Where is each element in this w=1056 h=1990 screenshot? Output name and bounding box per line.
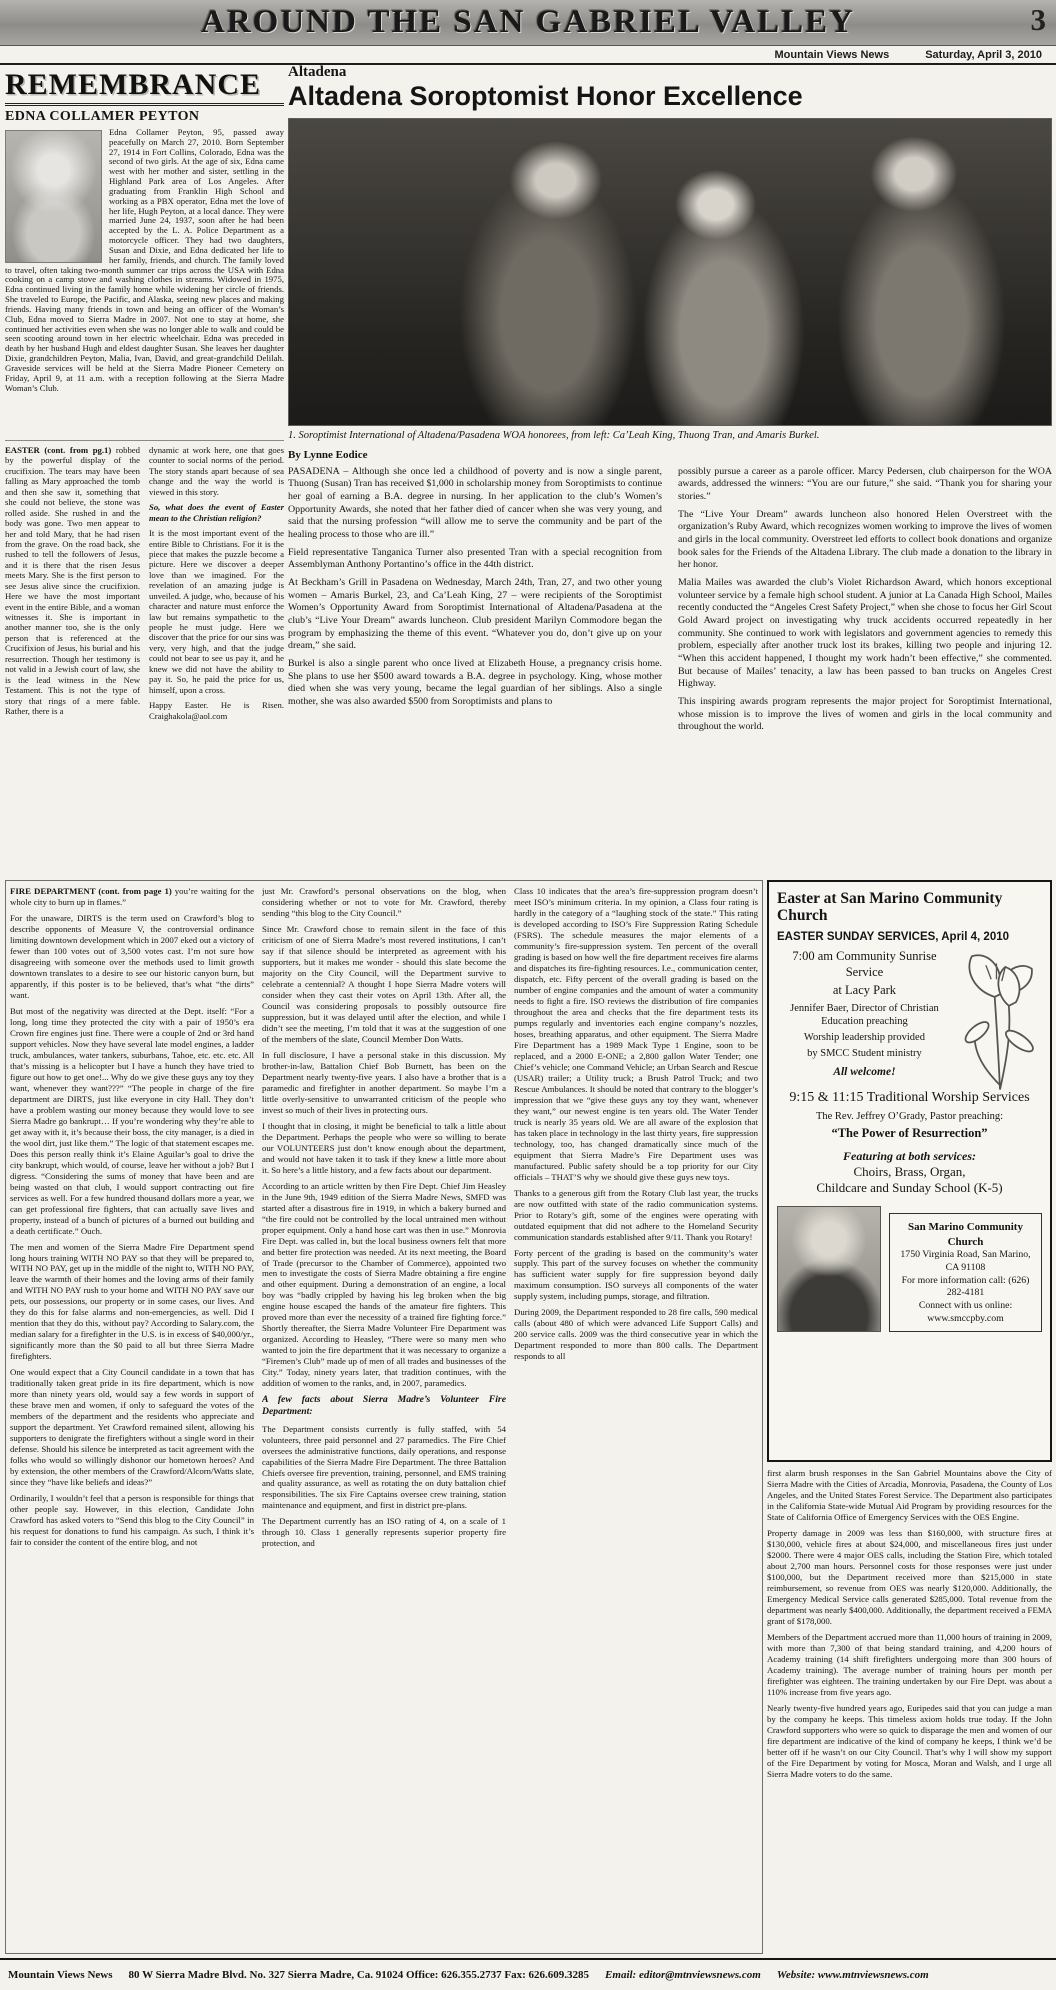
featuring-line: Featuring at both services: [842, 1148, 976, 1163]
fire-column-4 [767, 1468, 1052, 1954]
fire-column-2-bottom [262, 1424, 506, 1550]
photo-caption: 1. Soroptimist International of Altadena/Pasadena WOA honorees, from left: Ca’Leah King, Thuong Tran, and Amaris Burkel. [288, 430, 820, 441]
paragraph: PASADENA – Although she once led a childhood of poverty and is now a single parent, Thuong (Susan) Tran has received $1,000 in scholarship money from Soroptimists to continue her goal of earning a B.A. degree in nursing. In her application to the club’s Women’s Opportunity Awards, she noted that her father died of cancer when she was very young, and said that the nursing profession “will allow me to serve the community and be part of the healing process to those who are ill.” [288, 465, 662, 540]
byline: By Lynne Eodice [288, 448, 368, 461]
easter-closing: Happy Easter. He is Risen. Craighakola@aol.com [149, 700, 284, 721]
pastor-row [777, 1206, 1042, 1332]
church-line: 7:00 am Community Sunrise Service [792, 949, 937, 979]
paragraph: Since Mr. Crawford chose to remain silent in the face of this criticism of one of Sierra Madre’s most revered institutions, I can’t say if that silence should be interpreted as agreement with his supporters, but it makes me wonder - should this slate become the majority on the City Council, will the Department survive to celebrate a centennial? A thought I hope Sierra Madre voters will consider when they cast their votes on April 13th. After all, the Council was considering proposals to possibly outsource fire suppression, but it was delayed until after the election, and while I didn’t see the meeting, I’m told that it was at the suggestion of one of the members of the slate, Council Member Don Watts. [262, 923, 506, 1044]
page-banner [0, 0, 1056, 46]
paragraph: Malia Mailes was awarded the club’s Violet Richardson Award, which honors exceptional volunteer service by a female high school student. A junior at La Canada High School, Mailes recently conducted the “Angeles Crest Safety Project,” when she chose to focus her Girl Scout Gold Award project on investigating why truck accidents occurred repeatedly in her community. She continued to work with legislators and government agencies to remedy this problem, especially after another truck lost its brakes, killing two people and injuring 12. “When this accident happened, I thought my work hadn’t been effective,” she commented. But because of Mailes’ tenacity, a law has been passed to ban trucks on Angeles Crest Highway. [678, 576, 1052, 690]
footer-address: 80 W Sierra Madre Blvd. No. 327 Sierra Madre, Ca. 91024 Office: 626.355.2737 Fax: 626.609.3285 [128, 1969, 590, 1981]
masthead-row [0, 46, 1056, 65]
paragraph: dynamic at work here, one that goes counter to social norms of the period. The story stands apart because of sea change and the way the world is viewed in this story. [149, 445, 284, 497]
soroptimist-column-1 [288, 466, 662, 739]
remembrance-headline: REMEMBRANCE [5, 68, 284, 106]
church-welcome-line: All welcome! [833, 1066, 896, 1079]
footer-email: Email: editor@mtnviewsnews.com [605, 1969, 761, 1981]
church-line: by SMCC Student ministry [807, 1048, 922, 1060]
fire-facts-subhead: A few facts about Sierra Madre’s Volunteer Fire Department: [262, 1394, 506, 1418]
easter-lead-in: EASTER (cont. from pg.1) [5, 445, 112, 455]
soroptimist-headline: Altadena Soroptomist Honor Excellence [288, 81, 803, 111]
church-line: Worship leadership provided [803, 1032, 925, 1044]
masthead-name: Mountain Views News [774, 48, 890, 61]
fire-column-1 [10, 886, 254, 1948]
church-line: at Lacy Park [832, 983, 897, 998]
church-name: San Marino Community Church [908, 1221, 1023, 1248]
church-address: 1750 Virginia Road, San Marino, CA 91108 [900, 1249, 1031, 1273]
remembrance-subhead: EDNA COLLAMER PEYTON [5, 109, 200, 124]
paragraph: At Beckham’s Grill in Pasadena on Wednesday, March 24th, Tran, 27, and two other young women – Amaris Burkel, 23, and Ca’Leah King, 27 – were recipients of the Soroptimist Women’s Opportunity Award from Soroptimist International of Altadena/Pasadena at the club’s “Live Your Dream” awards luncheon. Club president Marilyn Commodore began the program by emphasizing the theme of this event. “Whatever you do, don’t give up on your dream,” she said. [288, 576, 662, 652]
paragraph: The men and women of the Sierra Madre Fire Department spend long hours training WITH NO PAY so that they will be prepared to, WITH NO PAY, get up in the middle of the night to, WITH NO PAY, leave the warmth of their homes and the loving arms of their family and WITH NO PAY rush to your home and WITH NO PAY save our pets, our possessions, our property or in some cases, our lives. And they do this for false alarms and non-emergencies, as well. Did I mention that they do this, without pay? According to Salary.com, the median salary for a firefighter in the U.S. is in excess of $40,000/yr., significantly more than the $0 paid to all but three Sierra Madre firefighters. [10, 1241, 254, 1362]
paragraph: first alarm brush responses in the San Gabriel Mountains above the City of Sierra Madre with the Cities of Arcadia, Monrovia, Pasadena, the County of Los Angeles, and the United States Forest Service. The Department also participates in the California State-wide Mutual Aid Program by providing resources for the State of California Office of Emergency Services with the OES Engine. [767, 1468, 1052, 1522]
fire-column-3 [514, 886, 758, 1948]
remembrance-body [5, 128, 284, 393]
lily-flower-illustration [954, 944, 1046, 1094]
paragraph: One would expect that a City Council candidate in a town that has traditionally taken great pride in its fire department, which is now more than ninety years old, would say a few words in support of these brave men and women, if only to safeguard the votes of the members of the department and the residents who appreciate and support the department. Yet Crawford remained silent, allowing his supporters to denigrate the firefighters without a single word in their defense. Should his silence be interpreted as tacit agreement with the folks who would so willingly dishonor our hometown heroes? And by extension, the other members of the Crawford/Alcorn/Watts slate, since they “have like beliefs and ideas?” [10, 1367, 254, 1488]
traditional-services-line: 9:15 & 11:15 Traditional Worship Services [789, 1089, 1030, 1105]
sermon-title: “The Power of Resurrection” [831, 1125, 988, 1140]
paragraph: For the unaware, DIRTS is the term used on Crawford’s blog to describe opponents of Measure V, the controversial ordinance limiting downtown development which in 2007 eked out a victory of fewer than 100 votes out of 3,500 votes cast. I’m not sure how disagreeing with someone over the methods used to limit growth downtown translates to a desire to see our historic canyon burn, but apparently, if this poster is to be believed, that’s what “the dirts” want. [10, 912, 254, 1000]
paragraph: Forty percent of the grading is based on the community’s water supply. This part of the survey focuses on whether the community has sufficient water supply for fire suppression beyond daily maximum consumption. ISO surveys all components of the water supply system, including pumps, storage, and filtration. [514, 1247, 758, 1302]
paragraph: The Department consists currently is fully staffed, with 54 volunteers, three paid personnel and 27 paramedics. The Fire Chief oversees the administrative functions, daily operations, and response capabilities of the Sierra Madre Fire Department. The three Battalion Chiefs oversee fire prevention, training, personnel, and EMS training and quality assurance, as well as rotating the on duty battalion chief responsibilities. The six Fire Captains oversee crew training, station maintenance and equipment, and first in district pre-plans. [262, 1423, 506, 1511]
paragraph: Nearly twenty-five hundred years ago, Euripedes said that you can judge a man by the company he keeps. This timeless axiom holds true today. If the John Crawford supporters who were so quick to disparage the men and women of our fire department are indicative of the kind of company he keeps, I think we’d be better off if he wasn’t on our City Council. That’s why I will show my support of the Fire Department by voting for Mosca, Moran and Walsh, and I urge all Sierra Madre voters to do the same. [767, 1702, 1052, 1779]
featuring-detail-line: Choirs, Brass, Organ, [853, 1163, 966, 1179]
soroptimist-article [288, 64, 1052, 874]
paragraph: Thanks to a generous gift from the Rotary Club last year, the trucks are now outfitted with state of the radio communication systems. Prior to Rotary’s gift, some of the engines were operating with outdated equipment that did not adhere to the Homeland Security communication standards established after 9/11. Thank you Rotary! [514, 1187, 758, 1242]
fire-first-paragraph: you’re waiting for the whole city to burn up in flames.” [10, 886, 254, 907]
church-website: Connect with us online: www.smccpby.com [918, 1300, 1013, 1324]
paragraph: According to an article written by then Fire Dept. Chief Jim Heasley in the June 9th, 1949 edition of the Sierra Madre News, SMFD was started after a disastrous fire in 1919, in which a bakery burned and “the fire could not be controlled by the local untrained men without proper equipment. Only a hand hose cart was then in use.” Monrovia Fire Dept. was called in, but the local business owners felt that more and better fire protection was needed. At its next meeting, the Board of Trade (precursor to the Chamber of Commerce), appointed two men to investigate the costs of Sierra Madre obtaining a fire engine and other equipment. During a demonstration of an engine, a local boy was “badly crippled by having his leg broken when the big engine house escaped the hands of the amateur fire fighters. This proved more than ever the necessity of a trained fire fighting force.” Shortly thereafter, the Sierra Madre Volunteer Fire Department was organized. According to Heasley, “There were so many men who wanted to join the fire department that it was necessary to organize a “Firemen’s Club” made up of men of all trades and businesses of the City.” Today, ninety years later, that tradition continues, with the addition of women to the ranks, and, in 2007, paramedics. [262, 1180, 506, 1389]
remembrance-article [5, 68, 284, 436]
section-kicker: Altadena [288, 64, 347, 80]
remembrance-body-text: Edna Collamer Peyton, 95, passed away peacefully on March 27, 2010. Born September 27, 1914 in Fort Collins, Colorado, Edna was the second of two girls. At the age of six, Edna came west with her mother and sister, settling in the Highland Park area of Los Angeles. After graduating from Franklin High School and working as a PBX operator, Edna met the love of her life, Hugh Peyton, at a local dance. They were married June 24, 1937, soon after he had been accepted by the L. A. Police Department as a motorcycle officer. They had two daughters, Susan and Dixie, and Edna dedicated her life to her family, friends, and church. The family loved to travel, often taking two-month summer car trips across the USA with Edna cooking on a camp stove and washing clothes in streams. Widowed in 1975, Edna continued living in the family home while widening her circle of friends. She traveled to Europe, the Pacific, and Alaska, seeing new places and making friends. Having many friends in town and being an officer of the Woman’s Club, Edna moved to Sierra Madre in 2007. Not one to stay at home, she continued her activities even when she was no longer able to walk and could be seen scooting around town in her electric wheelchair. Edna was preceded in death by her husband Hugh and eldest daughter Susan. She leaves her daughter Dixie, grandchildren Peyton, Malia, Ivan, David, and great-grandchild Delilah. Graveside services will be held at the Sierra Madre Pioneer Cemetery on Friday, April 9, at 11 a.m. with a reception following at the Sierra Madre Woman’s Club. [5, 127, 284, 393]
pastor-photo [777, 1206, 881, 1332]
article-columns [288, 466, 1052, 739]
church-services-line: EASTER SUNDAY SERVICES, April 4, 2010 [777, 931, 1010, 944]
church-phone: For more information call: (626) 282-4181 [901, 1274, 1030, 1299]
paragraph: The Department currently has an ISO rating of 4, on a scale of 1 through 10. Class 1 generally represents superior property fire protection, and [262, 1516, 506, 1549]
page-number: 3 [1030, 2, 1046, 37]
masthead-date: Saturday, April 3, 2010 [925, 48, 1042, 61]
fire-department-article [5, 880, 763, 1954]
banner-title: AROUND THE SAN GABRIEL VALLEY [201, 4, 855, 40]
church-ad-body [777, 949, 952, 1080]
page-footer [0, 1958, 1056, 1990]
paragraph: possibly pursue a career as a parole officer. Marcy Pedersen, club chairperson for the WOA awards, addressed the winners: “You are our future,” she said. “Thank you for sharing your stories.” [678, 465, 1052, 502]
paragraph: It is the most important event of the entire Bible to Christians. For it is the piece that makes the puzzle become a picture. Here we discover a deeper love than we imagined. For the revelation of an amazing judge is unveiled. A judge, who, because of his character and nature must enforce the law but remains sympathetic to the people he must judge. Here we discover that the price for our sins was very, very high, and that the judge could not bear to see us pay it, and he knew we did not have the ability to pay it. So, he paid the price for us, himself, upon a cross. [149, 528, 284, 695]
paragraph: Members of the Department accrued more than 11,000 hours of training in 2009, with more than 7,300 of that being standard training, and 4,200 hours of Academy training (14 shift firefighters undergoing more than 300 hours of Academy training). The average number of training hours per month per firefighter was eighteen. The training undertaken by our Fire Dept. was about a 110% increase from five years ago. [767, 1631, 1052, 1697]
edna-peyton-photo [5, 130, 102, 263]
soroptimist-honorees-photo [288, 118, 1052, 426]
pastor-preaching-line: The Rev. Jeffrey O’Grady, Pastor preaching: [815, 1110, 1004, 1122]
paragraph: just Mr. Crawford’s personal observations on the blog, when considering whether or not to vote for Mr. Crawford, thereby sending “this blog to the City Council.” [262, 886, 506, 918]
fire-lead-in: FIRE DEPARTMENT (cont. from page 1) [10, 886, 172, 896]
paragraph: The “Live Your Dream” awards luncheon also honored Helen Overstreet with the organization’s Ruby Award, which recognizes women working to improve the lives of women and girls in the local community. Overstreet led efforts to collect book donations and organize book sales for the Friends of the Altadena Library. The club made a donation to the library in her honor. [678, 508, 1052, 571]
fire-column-1-paragraphs [10, 913, 254, 1548]
church-ad-title: Easter at San Marino Community Church [777, 890, 1003, 925]
paragraph: Property damage in 2009 was less than $160,000, with structure fires at $130,000, vehicle fires at about $24,000, and miscellaneous fires just under $2000. There were 4 major OES calls, including the Station Fire, which totaled about 2,700 man hours. Personnel costs for those responses were just under $100,000, but the Department received more than $215,000 in state reimbursement, so revenue from OES was nearly $120,000. Additionally, the Emergency Medical Service calls generated $285,000. Total revenue from the department was nearly $400,000. Additionally, the department received a FEMA grant of $178,000. [767, 1527, 1052, 1626]
church-info-box [889, 1213, 1042, 1332]
footer-masthead: Mountain Views News [8, 1969, 113, 1981]
paragraph: But most of the negativity was directed at the Dept. itself: “For a long, long time they protected the city with a pair of 1950’s era Crown fire engines just fine. There were a couple of 2nd or 3rd hand support vehicles. Now they have several late model engines, a ladder truck, ambulances, water tankers, suburbans, Tahoe, etc. etc. etc. All that’s missing is a helicopter but I have a hunch they have tried to figure out how to get one!... Why do we give these guys any toy they want, whenever they want???” “The people in charge of the fire department are DIRTS, just like everyone in city Hall. They don’t have a problem wasting our money because they would love to see Sierra Madre go bankrupt… If you’re wondering why they’re able to get away with it, it’s because their boss, the city manager, is a died in the wool dirt, just like them.” The logic of that statement escapes me. Does this person really think it’s Elaine Aguilar’s goal to drive the city bankrupt, which would, of course, leave her without a job? But I digress. “Considering the sums of money that have been and are being wasted on that club, I would support contracting out fire services as well. For a few hundred thousand dollars more a year, we can get professional fire fighters, that can actually save lives and property, instead of a bunch of pictures of a burned out building and a death certificate.” Ouch. [10, 1005, 254, 1236]
church-easter-ad [767, 880, 1052, 1462]
fire-column-2-top [262, 886, 506, 1389]
easter-question-subhead: So, what does the event of Easter mean to the Christian religion? [149, 502, 284, 523]
paragraph: In full disclosure, I have a personal stake in this discussion. My brother-in-law, Battalion Chief Bob Burnett, has been on the Department nearly twenty-five years. I also have a brother that is a paramedic and firefighter in another department. So maybe I’m a little overly-sensitive to unwarranted criticism of the people who invest so much of their lives in protecting ours. [262, 1049, 506, 1115]
easter-continuation-article [5, 440, 284, 872]
paragraph: During 2009, the Department responded to 28 fire calls, 590 medical calls (about 480 of which were advanced Life Support Calls) and 200 service calls. 2009 was the third consecutive year in which the Department responded to more than 800 calls. The Department responds to all [514, 1307, 758, 1362]
featuring-detail-line: Childcare and Sunday School (K-5) [816, 1180, 1003, 1196]
paragraph: Class 10 indicates that the area’s fire-suppression program doesn’t meet ISO’s minimum criteria. In my opinion, a Class four rating is hardly in the category of a “laughing stock of the state.” This rating is developed according to ISO’s Fire Suppression Rating Schedule (FSRS). The schedule measures the major elements of a community’s fire-suppression system. Ten percent of the overall grading is based on how well the fire department receives fire alarms and dispatches its fire-fighting resources. I.e., communication center, dispatch, etc. Fifty percent of the overall grading is based on the number of engine companies and the amount of water a community needs to fight a fire. ISO reviews the distribution of fire companies throughout the area and checks that the fire department tests its pumps regularly and inventories each engine company’s nozzles, hoses, breathing apparatus, and other equipment. The Sierra Madre Fire Department has a 1989 Mack Type 1 Engine, soon to be replaced, and a 2000 E-ONE; a 2,800 gallon Water Tender; one Chief’s vehicle; one Command Vehicle; an Urban Search and Rescue (USAR) trailer; a Utility truck; a Brush Patrol Truck; and two Rescue Ambulances. It should be noted that contrary to the blogger’s impression that we “give these guys any toy they want, whenever they want,” our newest engine is ten years old. The Water Tender truck is nearly 35 years old. We are all aware of the explosion that has taken place in technology in the last thirty years, fire suppression technology, too, has changed dramatically since much of the equipment that Sierra Madre’s Fire Department uses was manufactured. Public safety should be a top priority for our City officials – THAT’S why we should give these guys new toys. [514, 886, 758, 1182]
church-line: Jennifer Baer, Director of Christian Education preaching [790, 1002, 939, 1028]
paragraph: Ordinarily, I wouldn’t feel that a person is responsible for things that other people say. However, in this election, Candidate John Crawford has asked voters to “Send this blog to the City Council” in his request for donations to fund his campaign. As such, I think it’s fair to consider the content of the entire blog, and not [10, 1493, 254, 1548]
paragraph: This inspiring awards program represents the major project for Soroptimist International, whose mission is to improve the lives of women and girls in the local community and throughout the world. [678, 696, 1052, 733]
paragraph: I thought that in closing, it might be beneficial to talk a little about the Department. Perhaps the people who were so willing to berate our VOLUNTEERS just don’t know enough about the department, and would not have taken it to task if they knew a little more about it. So here’s a little history, and a few facts about our department. [262, 1120, 506, 1175]
fire-column-2 [262, 886, 506, 1948]
easter-first-paragraph: robbed by the powerful display of the crucifixion. The tears may have been falling as Mary approached the tomb and then she saw it, something that she could not believe, the stone was rolled aside. She rushed in and the body was gone. Two men appear to her and told Mary, that he had risen from the grave. On the road back, she rushed to tell the followers of Jesus, and it is there that the risen Jesus meets Mary. She is the first person to see Jesus alive since the crucifixion. Here we have the most important event in the entire Bible, and a woman witnesses it. She is important in another manner too, she is the only person that is referenced at the Crucifixion of Jesus, his burial and his resurrection. Though her testimony is not valid in a Jewish court of law, she is the lead witness in the New Testament. This is not the type of story that rings of a mere fable. Rather, there is a [5, 445, 140, 716]
soroptimist-column-2 [678, 466, 1052, 739]
paragraph: Field representative Tanganica Turner also presented Tran with a special recognition from Assemblyman Anthony Portantino’s office in the 44th district. [288, 546, 662, 571]
paragraph: Burkel is also a single parent who once lived at Elizabeth House, a pregnancy crisis home. She plans to use her $500 award towards a B.A. degree in psychology. King, whose mother died when she was very young, became the legal guardian of her siblings. Also a single mother, she was also awarded $500 from Soroptimists and plans to [288, 658, 662, 708]
footer-website: Website: www.mtnviewsnews.com [776, 1969, 929, 1981]
